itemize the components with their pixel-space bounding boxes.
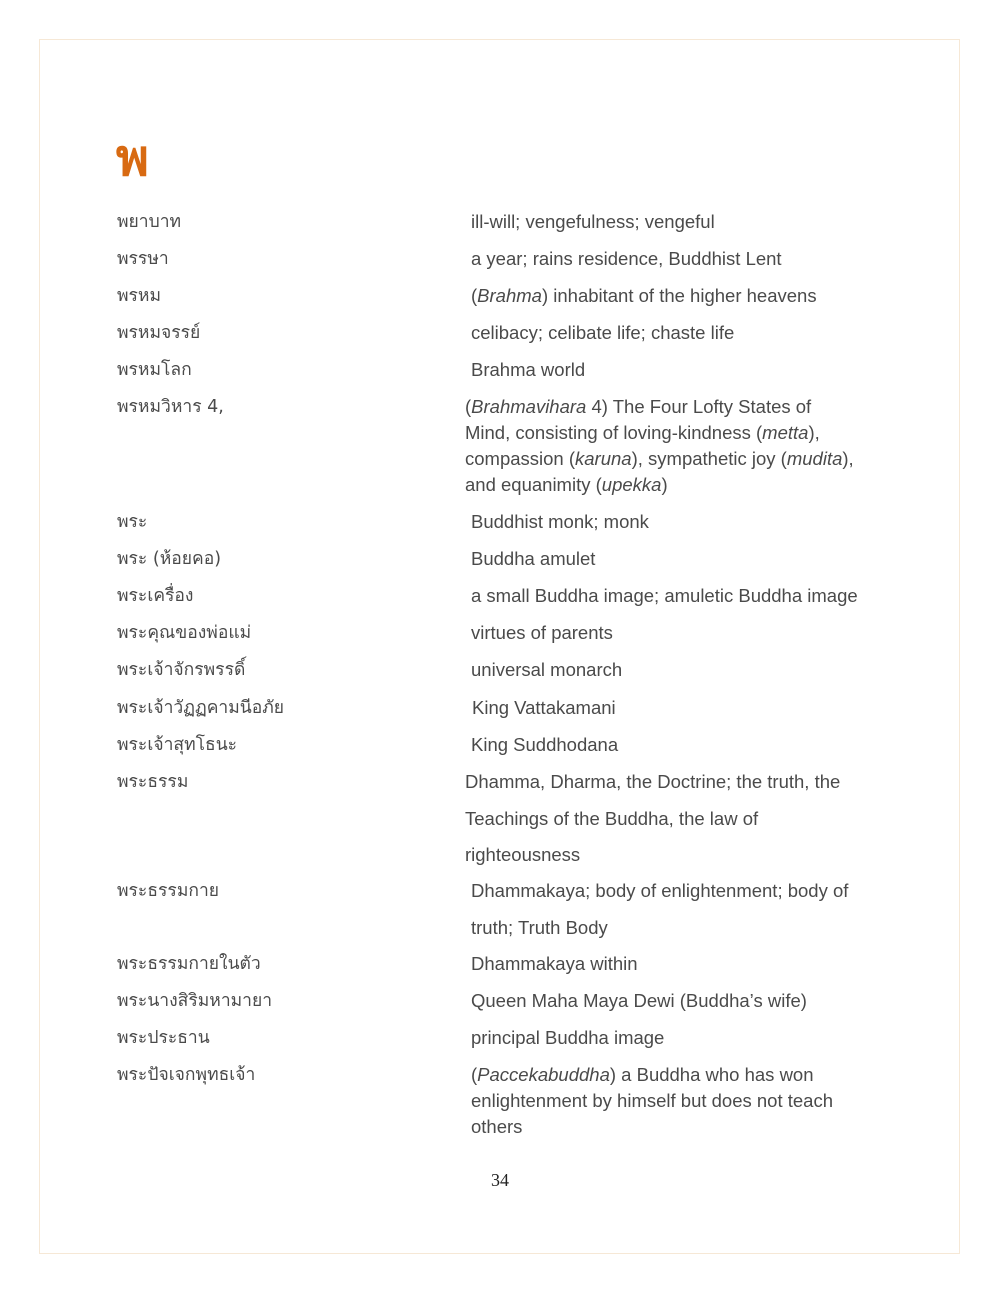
italic-term: karuna <box>575 448 632 469</box>
italic-term: mudita <box>786 448 843 469</box>
definition-text: ) inhabitant of the higher heavens <box>541 285 817 306</box>
entry-term: พระนางสิริมหามายา <box>117 991 273 1011</box>
definition-line: Dhamma, Dharma, the Doctrine; the truth, the <box>465 771 841 792</box>
entry-term: พระธรรมกาย <box>117 881 220 901</box>
entry-term: พยาบาท <box>117 212 182 232</box>
entry-term: พรหมวิหาร 4, <box>117 397 224 417</box>
definition-text: ), sympathetic joy ( <box>631 448 787 469</box>
entry-definition <box>471 509 649 535</box>
definition-line: ill-will; vengefulness; vengeful <box>471 211 715 232</box>
definition-text: ), <box>808 422 820 443</box>
definition-line: Buddha amulet <box>471 548 596 569</box>
italic-term: Paccekabuddha <box>477 1064 610 1085</box>
entry-term: พระเจ้าสุทโธนะ <box>117 735 238 755</box>
entry-definition <box>471 988 807 1014</box>
definition-line: a small Buddha image; amuletic Buddha image <box>471 585 858 606</box>
entry-definition <box>471 357 585 383</box>
entry-term: พรรษา <box>117 249 169 269</box>
entry-term: พรหมจรรย์ <box>117 323 201 343</box>
definition-line: Buddhist monk; monk <box>471 511 649 532</box>
entry-definition <box>471 1025 664 1051</box>
entry-definition <box>471 951 638 977</box>
definition-line: a year; rains residence, Buddhist Lent <box>471 248 782 269</box>
definition-line: King Suddhodana <box>471 734 619 755</box>
definition-line <box>465 394 854 420</box>
definition-line: Dhammakaya; body of enlightenment; body of <box>471 880 849 901</box>
italic-term: upekka <box>601 474 662 495</box>
definition-line: King Vattakamani <box>472 697 616 718</box>
definition-line <box>465 472 854 498</box>
entry-definition <box>471 209 715 235</box>
definition-line <box>465 446 854 472</box>
definition-line <box>471 1062 833 1088</box>
entry-term: พระคุณของพ่อแม่ <box>117 623 252 643</box>
entry-term: พระธรรม <box>117 772 189 792</box>
definition-line: universal monarch <box>471 659 623 680</box>
entry-definition <box>471 620 613 646</box>
definition-line: Queen Maha Maya Dewi (Buddha’s wife) <box>471 990 807 1011</box>
definition-line: Dhammakaya within <box>471 953 638 974</box>
section-letter: พ <box>116 129 149 187</box>
entry-term: พระ <box>117 512 148 532</box>
definition-line: principal Buddha image <box>471 1027 665 1048</box>
entry-term: พระ (ห้อยคอ) <box>117 549 222 569</box>
entry-term: พระปัจเจกพุทธเจ้า <box>117 1065 256 1085</box>
entry-term: พระธรรมกายในตัว <box>117 954 261 974</box>
entry-definition <box>471 283 817 309</box>
entry-term: พระเครื่อง <box>117 586 194 606</box>
entry-definition <box>471 873 848 946</box>
definition-line: celibacy; celibate life; chaste life <box>471 322 735 343</box>
entry-definition <box>471 657 622 683</box>
definition-text: ) a Buddha who has won <box>609 1064 814 1085</box>
definition-line: enlightenment by himself but does not teach <box>471 1090 834 1111</box>
entry-definition <box>471 546 595 572</box>
entry-definition <box>471 583 858 609</box>
definition-text: ) <box>661 474 668 495</box>
definition-line: others <box>471 1116 523 1137</box>
definition-line <box>465 420 854 446</box>
definition-line <box>471 283 817 309</box>
definition-text: compassion ( <box>465 448 576 469</box>
entry-term: พรหม <box>117 286 162 306</box>
definition-text: Mind, consisting of loving-kindness ( <box>465 422 763 443</box>
definition-line: virtues of parents <box>471 622 613 643</box>
entry-definition <box>471 732 618 758</box>
page-number: 34 <box>491 1170 509 1190</box>
entry-definition <box>465 764 840 874</box>
definition-text: ( <box>471 1064 478 1085</box>
italic-term: Brahmavihara <box>471 396 587 417</box>
italic-term: metta <box>762 422 809 443</box>
entry-definition <box>471 320 734 346</box>
definition-line: Teachings of the Buddha, the law of <box>465 807 759 829</box>
italic-term: Brahma <box>477 285 542 306</box>
paren-open: ( <box>471 285 478 306</box>
entry-term: พรหมโลก <box>117 360 192 380</box>
entry-definition <box>465 394 854 498</box>
entry-term: พระเจ้าวัฏฏคามนีอภัย <box>117 698 285 718</box>
definition-text: and equanimity ( <box>465 474 602 495</box>
definition-line: Brahma world <box>471 359 586 380</box>
entry-term: พระเจ้าจักรพรรดิ์ <box>117 660 246 680</box>
definition-line: righteousness <box>465 844 581 865</box>
entry-definition <box>471 1062 833 1140</box>
definition-text: ( <box>465 396 472 417</box>
definition-text: 4) The Four Lofty States of <box>586 396 812 417</box>
definition-text: ), <box>842 448 854 469</box>
definition-line: truth; Truth Body <box>471 916 608 938</box>
entry-definition <box>471 246 782 272</box>
entry-definition <box>472 695 616 721</box>
entry-term: พระประธาน <box>117 1028 210 1048</box>
